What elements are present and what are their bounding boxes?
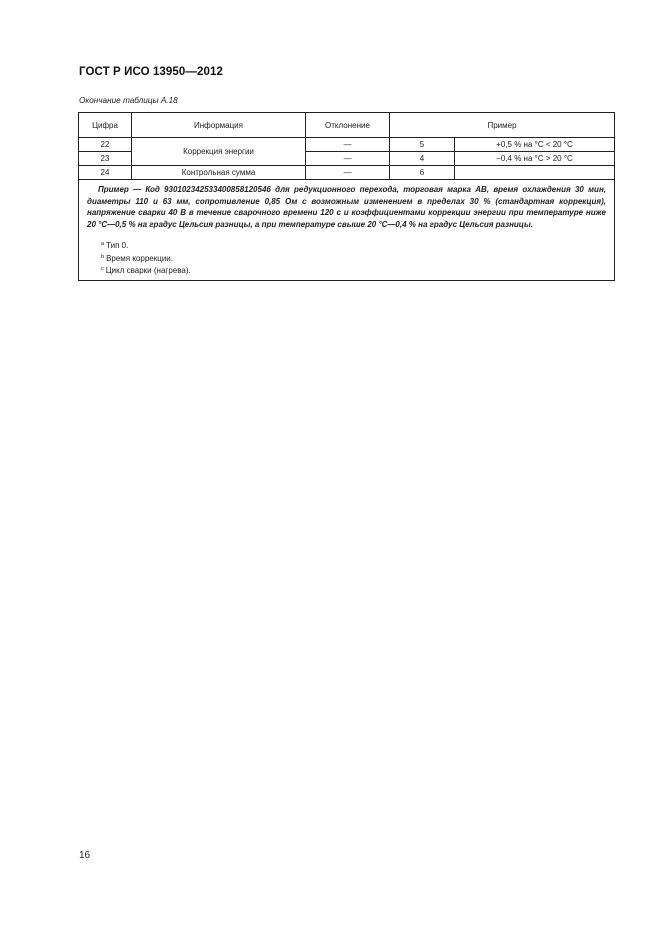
- cell-deviation: —: [306, 166, 390, 180]
- example-paragraph: Пример — Код 930102342533400858120546 для редукционного перехода, торговая марка АВ, время охлаждения 30 мин, диаметры 110 и 63 мм, сопротивление 0,85 Ом с возможным изменением в пределах 30 % (стандартная коррекция), напряжение сварки 40 В в течение сварочного времени 120 с и коэффициентами коррекции энергии при температуре ниже 20 °С—0,5 % на градус Цельсия разницы, а при температуре свыше 20 °С—0,4 % на градус Цельсия разницы.: [87, 185, 606, 229]
- table-row: [79, 138, 615, 152]
- cell-example-value: 6: [390, 166, 455, 180]
- cell-example-desc: [455, 166, 615, 180]
- cell-digit: 22: [79, 138, 132, 152]
- data-table: [78, 112, 615, 281]
- page-number: 16: [79, 850, 91, 861]
- table-notes-row: [79, 180, 615, 281]
- footnote-mark: c: [101, 266, 104, 272]
- cell-example-value: 4: [390, 152, 455, 166]
- footnote-item: [101, 239, 606, 252]
- cell-example-desc: −0,4 % на °С > 20 °С: [455, 152, 615, 166]
- footnote-mark: b: [101, 253, 105, 260]
- cell-example-desc: +0,5 % на °С < 20 °С: [455, 138, 615, 152]
- cell-deviation: —: [306, 138, 390, 152]
- footnote-text: Время коррекции.: [106, 253, 173, 263]
- table-notes: [79, 180, 615, 281]
- table-header-row: [79, 113, 615, 138]
- column-header-info: Информация: [132, 113, 306, 138]
- cell-digit: 24: [79, 166, 132, 180]
- footnote-item: [101, 264, 606, 277]
- table-caption: Окончание таблицы А.18: [79, 96, 178, 105]
- footnote-mark: a: [101, 241, 105, 247]
- cell-example-value: 5: [390, 138, 455, 152]
- column-header-deviation: Отклонение: [306, 113, 390, 138]
- column-header-example: Пример: [390, 113, 615, 138]
- cell-info: Коррекция энергии: [132, 138, 306, 166]
- document-title: ГОСТ Р ИСО 13950—2012: [79, 66, 224, 78]
- footnote-text: Цикл сварки (нагрева).: [105, 266, 191, 275]
- cell-digit: 23: [79, 152, 132, 166]
- footnote-item: [101, 252, 606, 265]
- column-header-digit: Цифра: [79, 113, 132, 138]
- footnotes: [87, 239, 606, 277]
- cell-info: Контрольная сумма: [132, 166, 306, 180]
- footnote-text: Тип 0.: [106, 241, 129, 250]
- table-row: [79, 166, 615, 180]
- cell-deviation: —: [306, 152, 390, 166]
